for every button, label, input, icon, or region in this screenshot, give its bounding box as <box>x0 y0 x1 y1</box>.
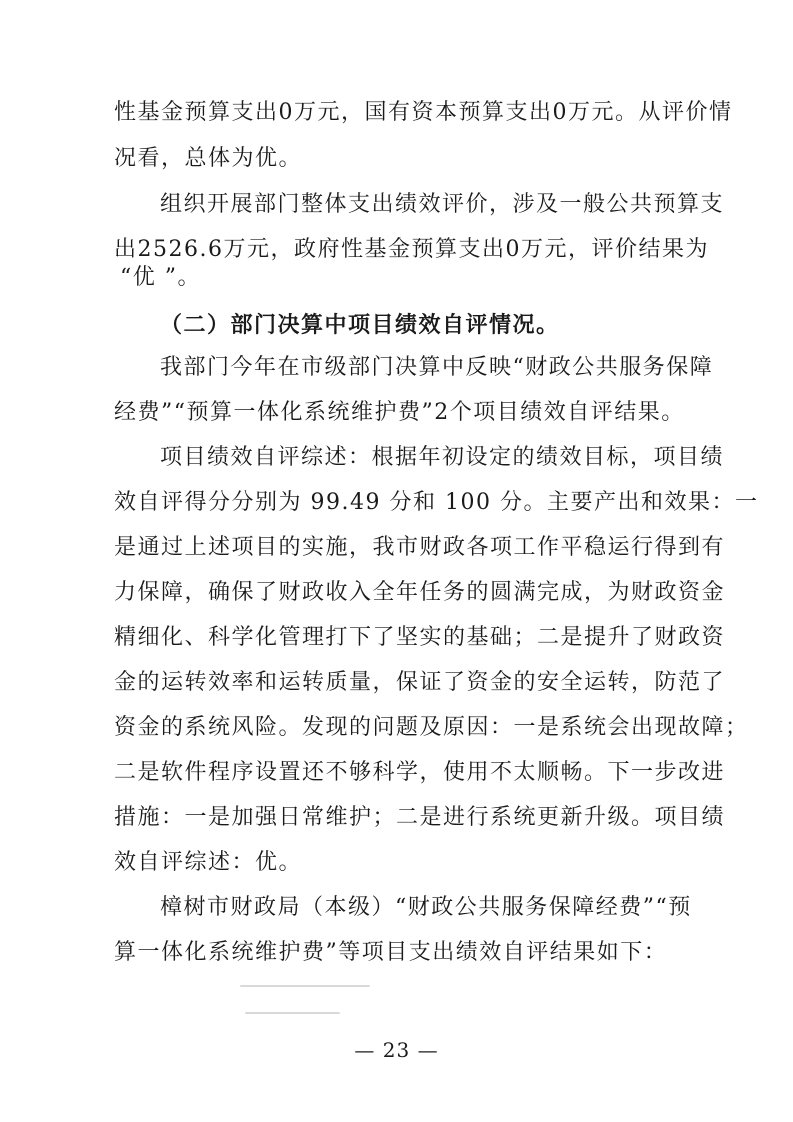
paragraph-line: 算一体化系统维护费”等项目支出绩效自评结果如下： <box>114 940 668 965</box>
scan-artifact <box>240 985 370 987</box>
paragraph-line: 效自评得分分别为 99.49 分和 100 分。主要产出和效果：一 <box>114 490 759 515</box>
paragraph-line: 效自评综述：优。 <box>114 850 303 875</box>
paragraph-line: 性基金预算支出0万元，国有资本预算支出0万元。从评价情 <box>114 100 733 125</box>
paragraph-line: 措施：一是加强日常维护；二是进行系统更新升级。项目绩 <box>114 805 726 830</box>
paragraph-line: 樟树市财政局（本级）“财政公共服务保障经费”“预 <box>160 895 692 920</box>
paragraph-line: 金的运转效率和运转质量，保证了资金的安全运转，防范了 <box>114 670 726 695</box>
paragraph-line: 经费”“预算一体化系统维护费”2个项目绩效自评结果。 <box>114 400 685 425</box>
paragraph-line: 项目绩效自评综述：根据年初设定的绩效目标，项目绩 <box>160 445 725 470</box>
paragraph-line: 资金的系统风险。发现的问题及原因：一是系统会出现故障； <box>114 715 749 740</box>
section-heading: （二）部门决算中项目绩效自评情况。 <box>160 312 560 338</box>
paragraph-line: 精细化、科学化管理打下了坚实的基础；二是提升了财政资 <box>114 625 726 650</box>
paragraph-line: 力保障，确保了财政收入全年任务的圆满完成，为财政资金 <box>114 580 726 605</box>
paragraph-line: 出2526.6万元，政府性基金预算支出0万元，评价结果为 <box>114 237 709 262</box>
paragraph-line: 我部门今年在市级部门决算中反映“财政公共服务保障 <box>160 355 714 380</box>
paragraph-line: 况看，总体为优。 <box>114 146 303 171</box>
paragraph-line: 二是软件程序设置还不够科学，使用不太顺畅。下一步改进 <box>114 760 726 785</box>
page-number: — 23 — <box>354 1038 439 1062</box>
paragraph-line: 组织开展部门整体支出绩效评价，涉及一般公共预算支 <box>160 192 725 217</box>
paragraph-line: “优 ”。 <box>120 265 201 290</box>
scan-artifact <box>245 1012 340 1014</box>
paragraph-line: 是通过上述项目的实施，我市财政各项工作平稳运行得到有 <box>114 535 726 560</box>
